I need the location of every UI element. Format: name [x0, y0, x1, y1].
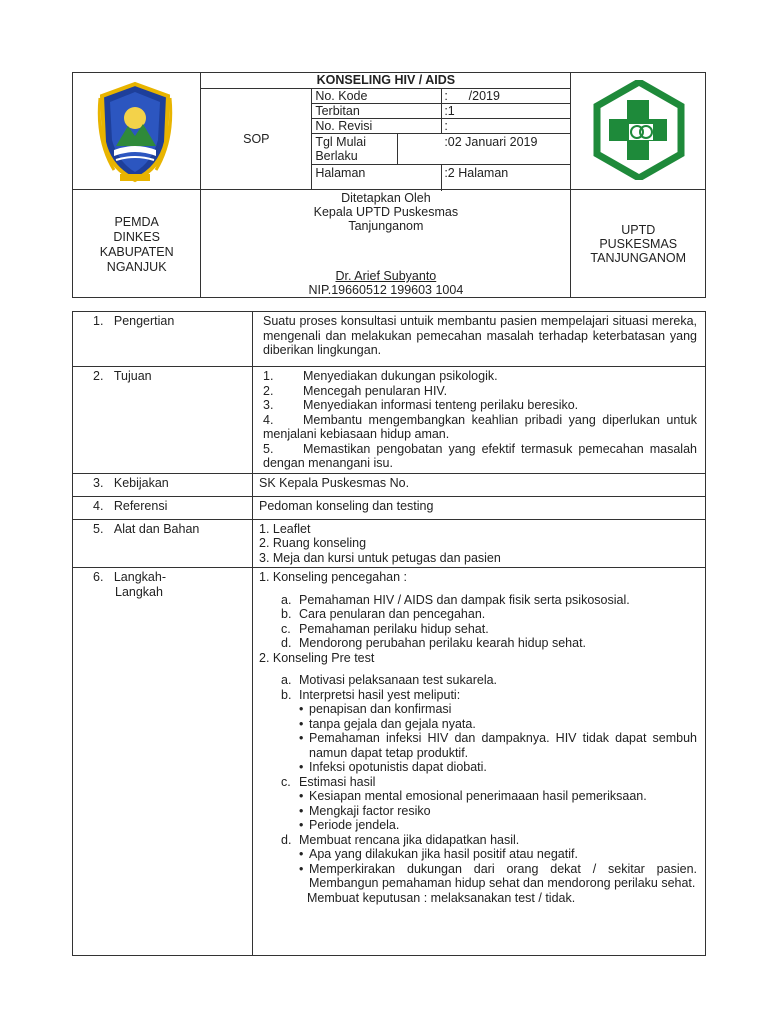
sop-body-table [72, 311, 706, 956]
list-item: c. Pemahaman perilaku hidup sehat. [281, 621, 489, 636]
left-logo-cell [73, 73, 201, 190]
bullet-item: • Infeksi opotunistis dapat diobati. [299, 760, 487, 774]
left-org-cell [73, 190, 201, 298]
list-item: d. Membuat rencana jika didapatkan hasil. [281, 832, 520, 847]
bullet-icon: • [299, 847, 304, 861]
list-item: a. Motivasi pelaksanaan test sukarela. [281, 673, 498, 687]
org-line: KABUPATEN [99, 244, 174, 259]
bullet-icon: • [299, 861, 304, 876]
row-number: 1. [93, 314, 104, 328]
row-label [73, 367, 253, 474]
table-row [73, 568, 706, 956]
meta-label: Tgl Mulai Berlaku [312, 134, 398, 164]
bullet-icon: • [299, 716, 304, 731]
signer-nip: NIP.19660512 199603 1004 [308, 283, 464, 297]
list-item: b. Interpretsi hasil yest meliputi: [281, 687, 461, 702]
bullet-item: • Apa yang dilakukan jika hasil positif atau negatif. [299, 847, 578, 861]
list-item: c. Estimasi hasil [281, 774, 376, 789]
row-number: 5. [93, 521, 104, 536]
bullet-icon: • [299, 803, 304, 818]
approved-by-line: Tanjunganom [348, 219, 424, 233]
bullet-icon: • [299, 702, 304, 716]
pengertian-text: Suatu proses konsultasi untuik membantu pasien mempelajari situasi mereka, mengenali dan melakukan pemecahan masalah terhadap keterbatasan yang diberikan lingkungan. [253, 312, 706, 367]
table-row [73, 312, 706, 367]
meta-value: : /2019 [444, 89, 500, 103]
list-item: 2. Mencegah penularan HIV. [263, 383, 448, 398]
row-number: 3. [93, 475, 104, 490]
signer-name: Dr. Arief Subyanto [335, 269, 437, 283]
list-item: a. Pemahaman HIV / AIDS dan dampak fisik serta psikososial. [281, 592, 630, 607]
approved-by-line: Kepala UPTD Puskesmas [313, 205, 459, 219]
row-title: Tujuan [113, 369, 152, 383]
bullet-item: • Memperkirakan dukungan dari orang dekat / sekitar pasien. Membangun pemahaman hidup sehat dan mendorong perilaku sehat. [299, 861, 697, 890]
row-title-2: Langkah [115, 584, 163, 599]
list-item: 3. Menyediakan informasi tenteng perilaku beresiko. [263, 398, 579, 412]
bullet-icon: • [299, 818, 304, 832]
row-title: Langkah- [113, 570, 166, 584]
meta-label: Halaman [312, 165, 442, 191]
table-row [73, 519, 706, 568]
list-item: 1. Menyediakan dukungan psikologik. [263, 369, 498, 383]
bullet-item: • penapisan dan konfirmasi [299, 702, 452, 716]
puskesmas-logo-icon [589, 80, 689, 180]
bullet-icon: • [299, 760, 304, 774]
meta-value: :2 Halaman [444, 166, 509, 180]
org-line: PEMDA [114, 214, 159, 229]
list-item: 1. Leaflet [259, 521, 311, 536]
section-heading: 1. Konseling pencegahan : [259, 570, 408, 584]
row-label [73, 473, 253, 496]
meta-value: :02 Januari 2019 [444, 135, 538, 149]
row-label [73, 496, 253, 519]
list-item: d. Mendorong perubahan perilaku kearah hidup sehat. [281, 636, 587, 650]
header-table [72, 72, 706, 298]
right-org-cell [571, 190, 706, 298]
list-item: b. Cara penularan dan pencegahan. [281, 607, 486, 621]
bullet-item: • Pemahaman infeksi HIV dan dampaknya. HIV tidak dapat sembuh namun dapat tetap produktif. [299, 731, 697, 760]
meta-label: No. Kode [312, 89, 442, 103]
meta-value: :1 [444, 104, 455, 118]
middle-header-cell [201, 73, 571, 190]
row-title: Pengertian [113, 314, 175, 328]
langkah-content [253, 568, 706, 956]
bullet-icon: • [299, 731, 304, 745]
right-logo-cell [571, 73, 706, 190]
bullet-item: • Kesiapan mental emosional penerimaaan hasil pemeriksaan. [299, 789, 647, 803]
row-number: 6. [93, 570, 104, 584]
sop-title: KONSELING HIV / AIDS [201, 73, 570, 89]
list-item: 4. Membantu mengembangkan keahlian pribadi yang diperlukan untuk menjalani kebiasaan hidup aman. [263, 412, 697, 441]
org-line: NGANJUK [106, 259, 167, 274]
org-line: TANJUNGANOM [590, 250, 687, 265]
row-label [73, 519, 253, 568]
approved-by: Ditetapkan Oleh [341, 191, 431, 205]
pemda-nganjuk-emblem-icon [94, 80, 176, 184]
row-title: Referensi [113, 498, 168, 513]
list-item: 3. Meja dan kursi untuk petugas dan pasien [259, 550, 501, 565]
closing-line: Membuat keputusan : melaksanakan test / tidak. [307, 890, 576, 905]
row-number: 4. [93, 498, 104, 513]
meta-grid [312, 89, 570, 189]
alat-list [253, 519, 706, 568]
bullet-icon: • [299, 789, 304, 803]
meta-value: : [444, 119, 448, 133]
list-item: 5. Memastikan pengobatan yang efektif termasuk pemecahan masalah dengan menangani isu. [263, 441, 697, 470]
meta-label: No. Revisi [312, 119, 442, 133]
row-title: Alat dan Bahan [113, 521, 200, 536]
table-row [73, 496, 706, 519]
row-label [73, 568, 253, 956]
tujuan-list [253, 367, 706, 474]
section-heading: 2. Konseling Pre test [259, 650, 375, 665]
bullet-item: • Periode jendela. [299, 818, 400, 832]
row-label [73, 312, 253, 367]
meta-label: Terbitan [312, 104, 442, 118]
org-line: UPTD [621, 222, 656, 237]
approval-cell [201, 190, 571, 298]
row-title: Kebijakan [113, 475, 169, 490]
bullet-item: • Mengkaji factor resiko [299, 803, 431, 818]
table-row [73, 473, 706, 496]
bullet-item: • tanpa gejala dan gejala nyata. [299, 716, 476, 731]
referensi-text: Pedoman konseling dan testing [253, 496, 706, 519]
row-number: 2. [93, 369, 104, 383]
kebijakan-text: SK Kepala Puskesmas No. [253, 473, 706, 496]
sop-label: SOP [201, 89, 312, 189]
table-row [73, 367, 706, 474]
org-line: PUSKESMAS [599, 236, 678, 251]
org-line: DINKES [113, 229, 160, 244]
list-item: 2. Ruang konseling [259, 536, 367, 550]
